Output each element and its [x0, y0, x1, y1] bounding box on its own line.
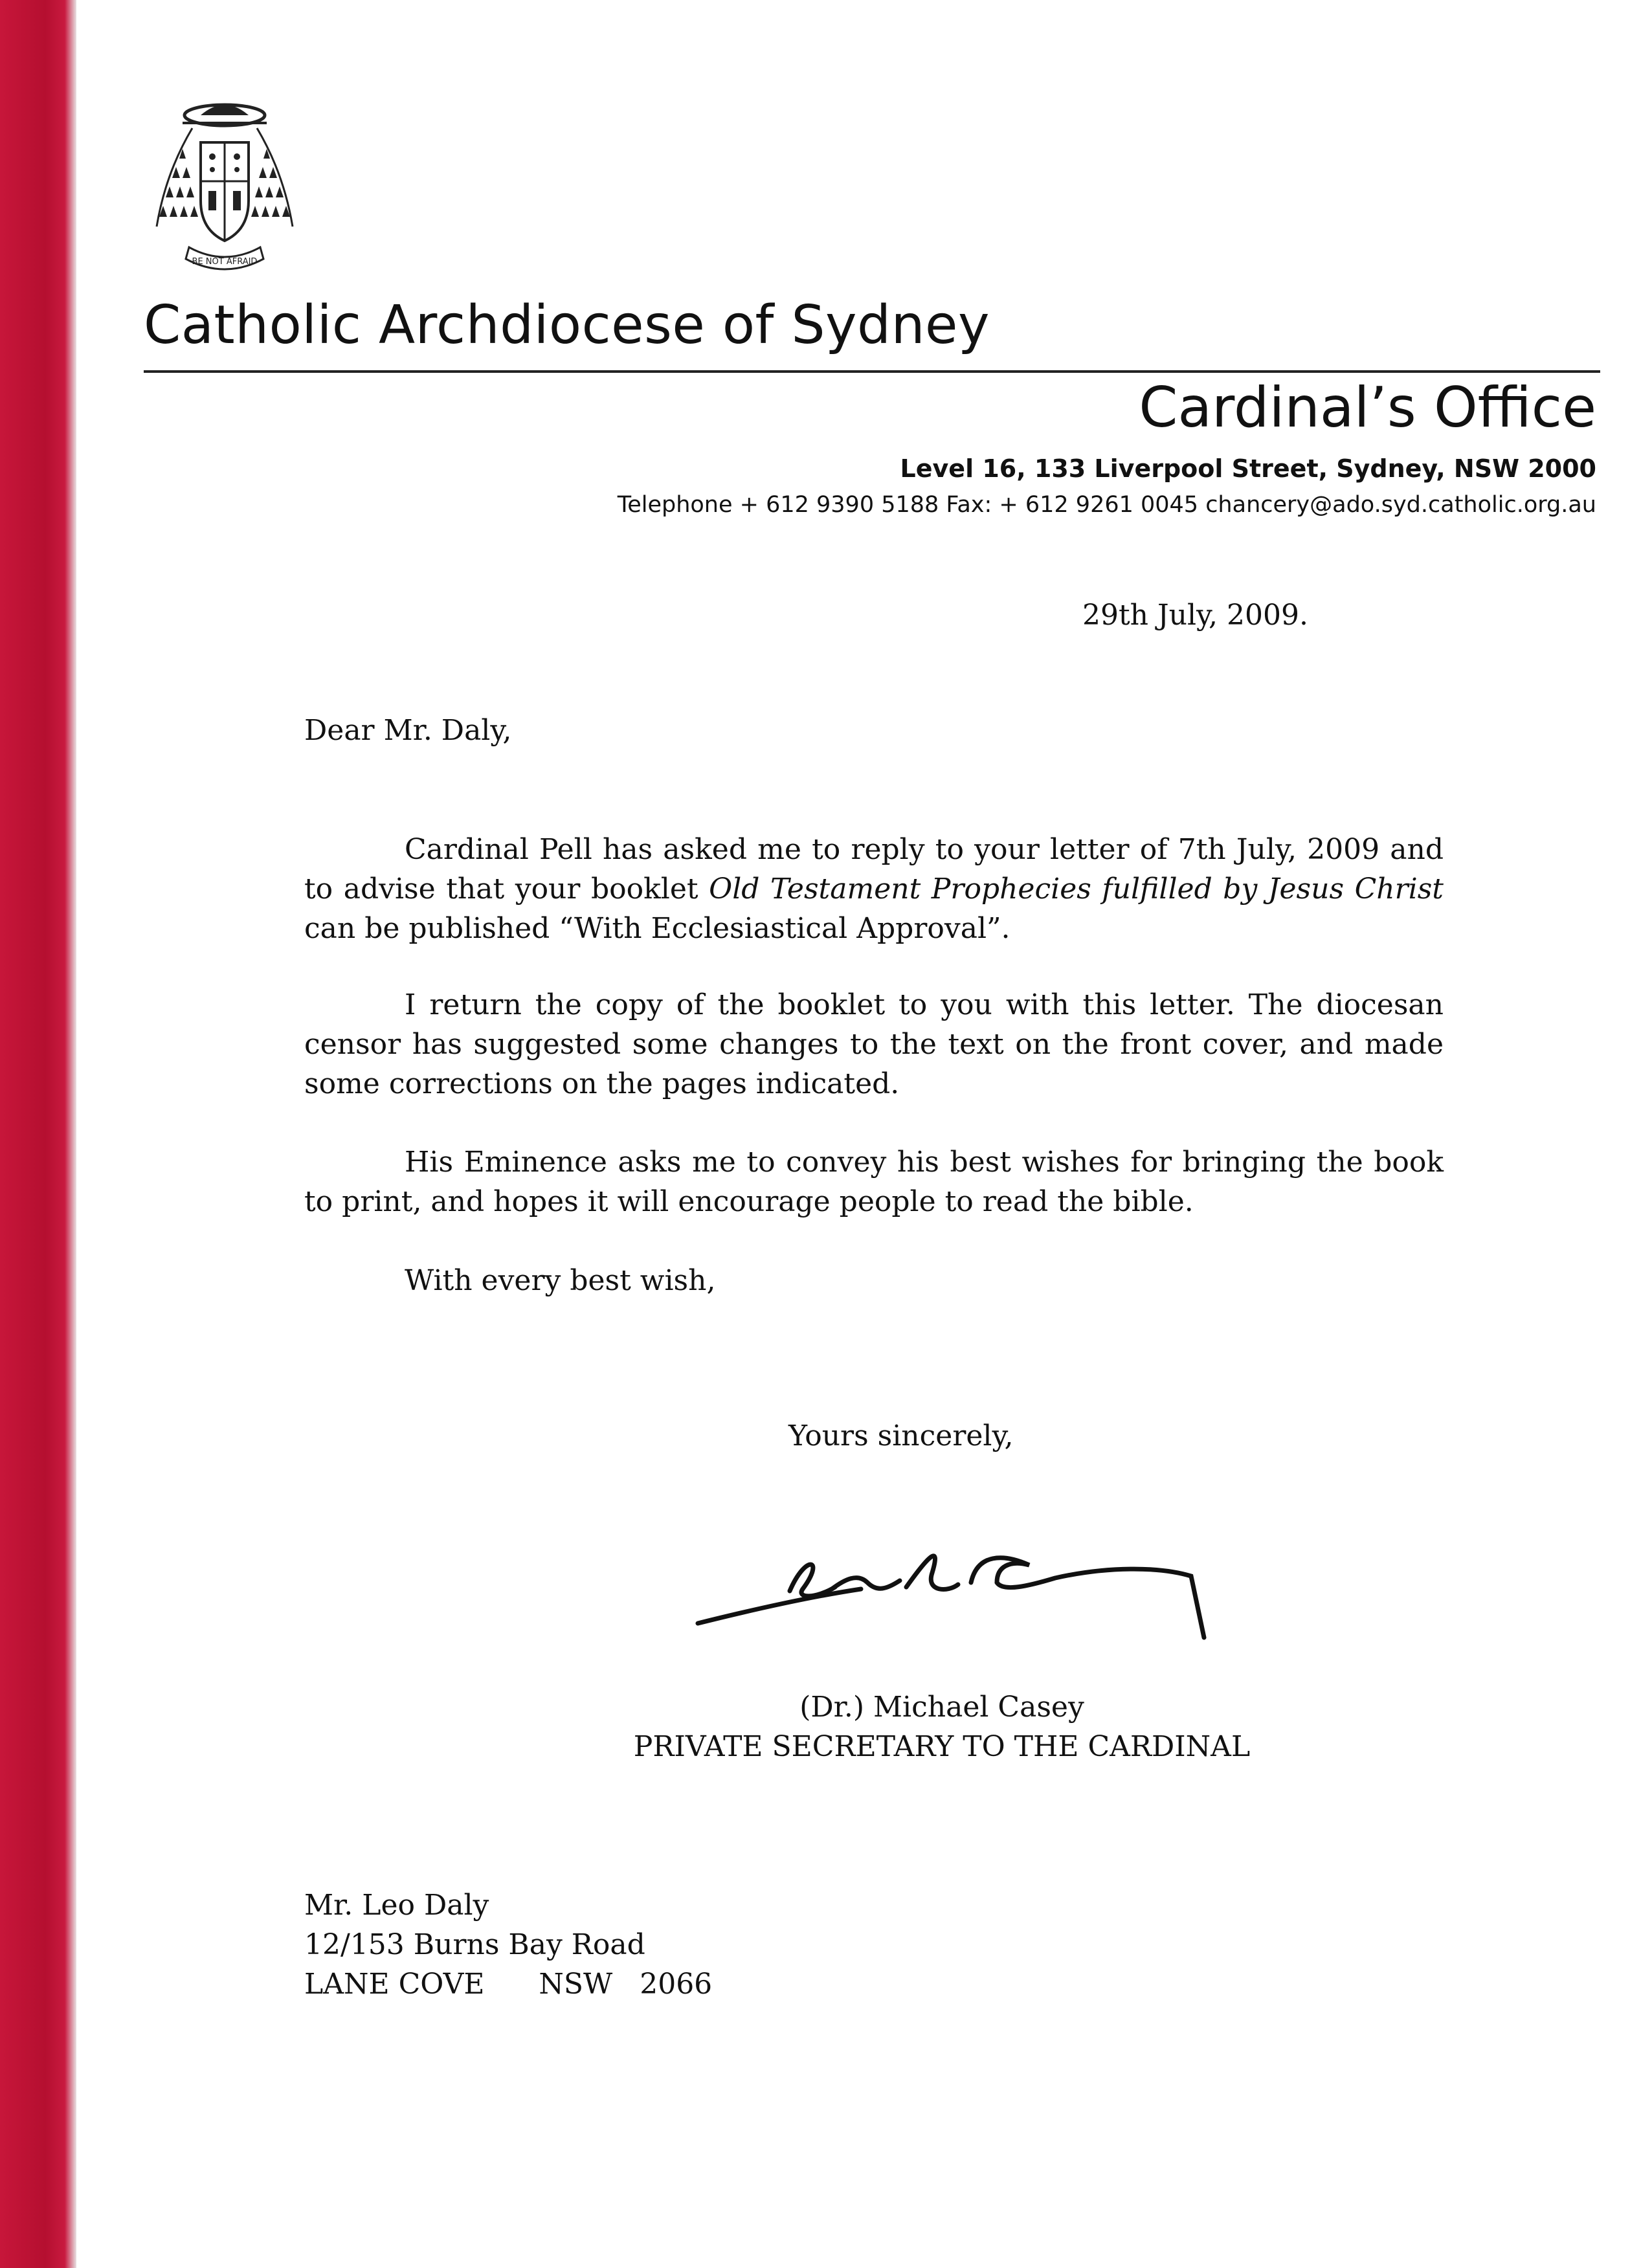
letterhead-divider	[144, 370, 1600, 373]
office-name: Cardinal’s Office	[1139, 375, 1596, 440]
recipient-street: 12/153 Burns Bay Road	[304, 1928, 645, 1961]
office-contact: Telephone + 612 9390 5188 Fax: + 612 9261 0045 chancery@ado.syd.catholic.org.au	[617, 492, 1596, 518]
paragraph-1-text-start: Cardinal Pell has asked me to reply to your letter of 7th July, 2009 and to advise that your booklet	[304, 833, 1444, 906]
recipient-name: Mr. Leo Daly	[304, 1889, 489, 1922]
letter-date: 29th July, 2009.	[1082, 599, 1308, 632]
crest-motto: BE NOT AFRAID	[192, 257, 258, 267]
recipient-address	[304, 1885, 712, 2004]
organization-name: Catholic Archdiocese of Sydney	[144, 295, 990, 356]
signer-name: (Dr.) Michael Casey	[799, 1691, 1084, 1724]
office-address: Level 16, 133 Liverpool Street, Sydney, NSW 2000	[900, 454, 1596, 483]
salutation: Dear Mr. Daly,	[304, 714, 512, 747]
closing: Yours sincerely,	[788, 1419, 1014, 1452]
recipient-city: LANE COVE NSW 2066	[304, 1968, 713, 2001]
paragraph-2: I return the copy of the booklet to you with this letter. The diocesan censor has suggested some changes to the text on the front cover, and made some corrections on the pages indicated.	[304, 988, 1444, 1100]
paragraph-3: His Eminence asks me to convey his best wishes for bringing the book to print, and hopes it will encourage people to read the bible.	[304, 1146, 1444, 1218]
signer-title: PRIVATE SECRETARY TO THE CARDINAL	[633, 1730, 1251, 1763]
paragraph-4: With every best wish,	[405, 1264, 716, 1297]
handwritten-signature	[693, 1528, 1223, 1670]
paragraph-1	[304, 830, 1444, 948]
book-title: Old Testament Prophecies fulfilled by Jesus Christ	[709, 873, 1444, 906]
coat-of-arms-icon	[144, 97, 306, 285]
signer-block	[596, 1687, 1288, 1766]
paragraph-1-text-end: can be published “With Ecclesiastical Approval”.	[304, 912, 1010, 945]
